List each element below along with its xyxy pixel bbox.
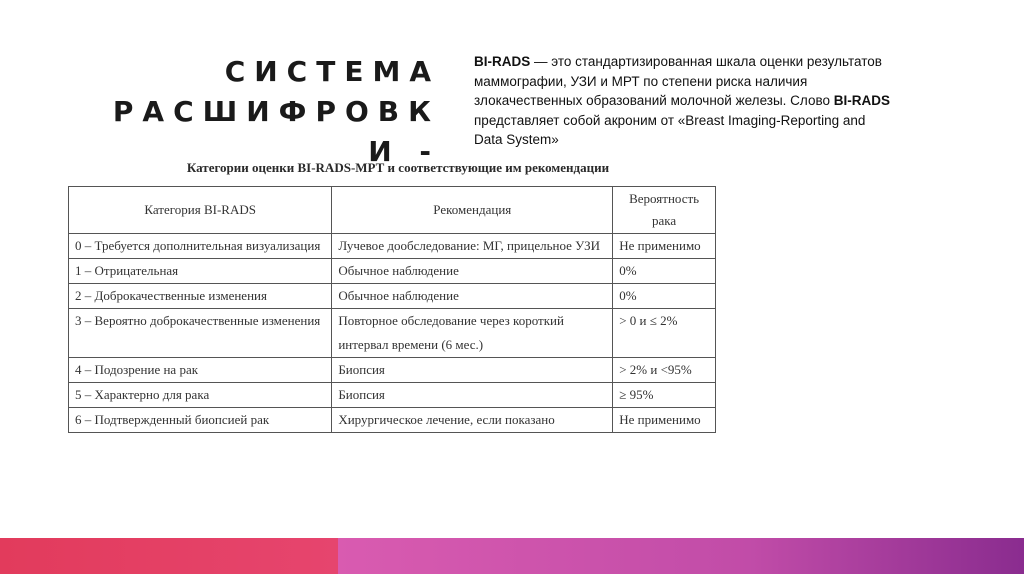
title-line-3: И - — [368, 135, 440, 168]
cell-category: 3 – Вероятно доброкачественные изменения — [69, 309, 332, 358]
footer-bar-left — [0, 538, 338, 574]
cell-probability: > 2% и <95% — [613, 358, 716, 383]
cell-category: 0 – Требуется дополнительная визуализация — [69, 234, 332, 259]
cell-category: 5 – Характерно для рака — [69, 383, 332, 408]
header-probability: Вероятность рака — [613, 187, 716, 234]
scanned-table-image — [68, 160, 728, 433]
table-row — [69, 259, 716, 284]
cell-category: 6 – Подтвержденный биопсией рак — [69, 408, 332, 433]
table-row — [69, 234, 716, 259]
intro-term-2: BI-RADS — [833, 93, 890, 108]
table-header-row — [69, 187, 716, 234]
cell-category: 4 – Подозрение на рак — [69, 358, 332, 383]
intro-text-2: представляет собой акроним от «Breast Imaging-Reporting and Data System» — [474, 112, 866, 147]
cell-recommendation: Обычное наблюдение — [332, 284, 613, 309]
cell-probability: Не применимо — [613, 234, 716, 259]
cell-recommendation: Обычное наблюдение — [332, 259, 613, 284]
cell-category: 1 – Отрицательная — [69, 259, 332, 284]
cell-probability: Не применимо — [613, 408, 716, 433]
header-category: Категория BI-RADS — [69, 187, 332, 234]
table-row — [69, 358, 716, 383]
cell-probability: 0% — [613, 259, 716, 284]
intro-paragraph — [474, 52, 894, 150]
cell-recommendation: Лучевое дообследование: МГ, прицельное УЗИ — [332, 234, 613, 259]
cell-probability: ≥ 95% — [613, 383, 716, 408]
table-row — [69, 284, 716, 309]
footer-bar-right — [338, 538, 1024, 574]
title-line-1: СИСТЕМА — [224, 55, 440, 88]
slide-title — [110, 52, 440, 172]
cell-category: 2 – Доброкачественные изменения — [69, 284, 332, 309]
table-row — [69, 383, 716, 408]
intro-term-1: BI-RADS — [474, 54, 531, 69]
table-caption: Категории оценки BI-RADS-МРТ и соответствующие им рекомендации — [186, 160, 610, 175]
table-row — [69, 309, 716, 358]
cell-recommendation: Биопсия — [332, 358, 613, 383]
intro-text-1: — это стандартизированная шкала оценки результатов маммографии, УЗИ и МРТ по степени риска наличия злокачественных образований молочной железы. Слово — [474, 54, 882, 108]
birads-table — [68, 186, 716, 433]
cell-recommendation: Хирургическое лечение, если показано — [332, 408, 613, 433]
cell-recommendation: Повторное обследование через короткий интервал времени (6 мес.) — [332, 309, 613, 358]
title-line-2: РАСШИФРОВК — [112, 95, 440, 128]
header-recommendation: Рекомендация — [332, 187, 613, 234]
cell-probability: > 0 и ≤ 2% — [613, 309, 716, 358]
cell-recommendation: Биопсия — [332, 383, 613, 408]
table-row — [69, 408, 716, 433]
cell-probability: 0% — [613, 284, 716, 309]
